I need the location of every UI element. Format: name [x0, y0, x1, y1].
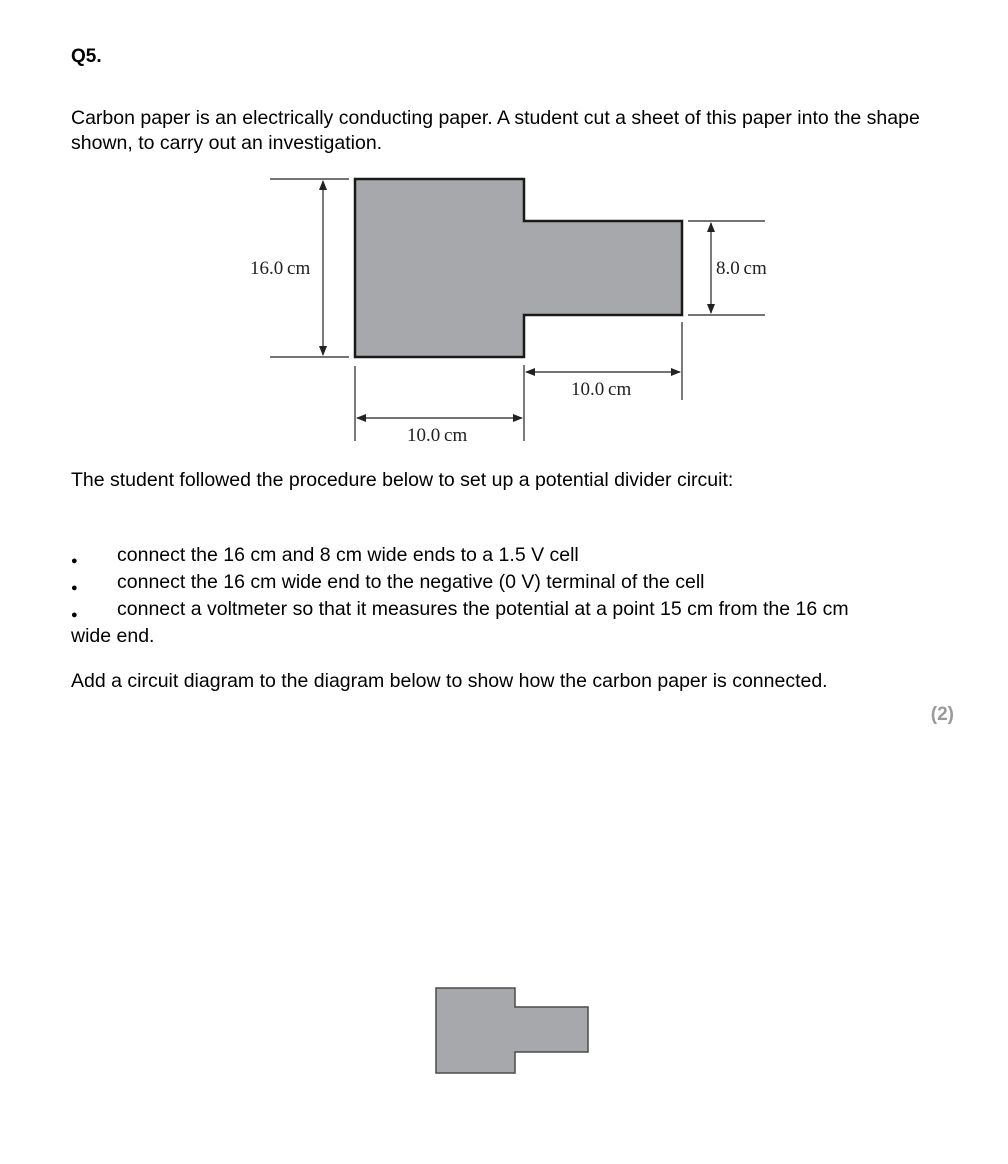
procedure-item: ● connect the 16 cm wide end to the negative (0 V) terminal of the cell — [71, 569, 971, 596]
procedure-list — [71, 542, 971, 650]
bullet-icon: ● — [71, 555, 78, 567]
width-large-label: 10.0 cm — [407, 425, 468, 446]
carbon-paper-shape — [355, 179, 682, 357]
bullet-icon: ● — [71, 609, 78, 621]
procedure-item-continuation: wide end. — [71, 625, 155, 647]
carbon-paper-diagram — [0, 0, 1008, 460]
carbon-paper-shape-small — [436, 988, 588, 1073]
height-small-label: 8.0 cm — [716, 258, 767, 279]
procedure-intro: The student followed the procedure below to set up a potential divider circuit: — [71, 469, 734, 491]
height-large-label: 16.0 cm — [250, 258, 311, 279]
procedure-item: ● connect a voltmeter so that it measures the potential at a point 15 cm from the 16 cm — [71, 596, 971, 623]
task-instruction: Add a circuit diagram to the diagram below to show how the carbon paper is connected. — [71, 670, 828, 692]
question-intro: Carbon paper is an electrically conducting paper. A student cut a sheet of this paper into the shape shown, to carry out an investigation. — [71, 107, 920, 154]
width-small-label: 10.0 cm — [571, 379, 632, 400]
procedure-item: ● connect the 16 cm and 8 cm wide ends to a 1.5 V cell — [71, 542, 971, 569]
bullet-icon: ● — [71, 582, 78, 594]
answer-diagram — [0, 960, 1008, 1100]
question-number: Q5. — [71, 46, 102, 67]
marks-badge: (2) — [930, 704, 954, 725]
